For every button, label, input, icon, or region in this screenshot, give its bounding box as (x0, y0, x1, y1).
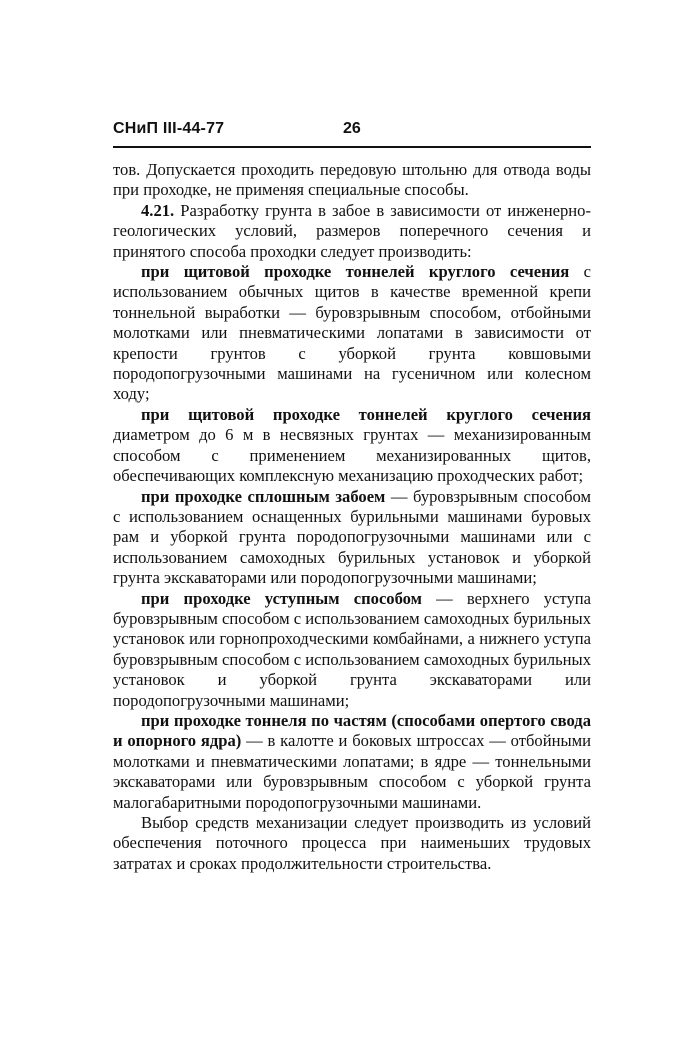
item-text: — буровзрывным способом с использованием оснащенных бурильными машинами буровых рам и уборкой грунта породопогрузочными машинами или с использованием самоходных бурильных установок и уборкой грунта экскаваторами или породопогрузочными машинами; (113, 486, 591, 588)
page-number: 26 (343, 120, 361, 137)
item-lead: при проходке тоннеля по частям (способами опертого свода и опорного ядра) (113, 710, 591, 751)
paragraph-text: Разработку грунта в забое в зависимости от инженерно-геологических условий, размеров поперечного сечения и принятого способа проходки следует производить: (113, 200, 592, 261)
list-item-shield-standard (113, 262, 591, 405)
page-header (113, 120, 591, 146)
paragraph-4-21 (113, 201, 591, 262)
item-text: — верхнего уступа буровзрывным способом с использованием самоходных бурильных установок или горнопроходческими комбайнами, а нижнего уступа буровзрывным способом с использованием самоходных бурильных установок и уборкой грунта экскаваторами или породопогрузочными машинами; (113, 588, 591, 710)
paragraph-text: Выбор средств механизации следует производить из условий обеспечения поточного процесса при наименьших трудовых затратах и сроках продолжительности строительства. (113, 813, 591, 873)
item-lead: при щитовой проходке тоннелей круглого сечения (141, 404, 591, 424)
item-lead: при проходке уступным способом (141, 588, 422, 608)
item-lead: при щитовой проходке тоннелей круглого сечения (141, 262, 570, 282)
body-text (113, 160, 591, 874)
header-rule (113, 146, 591, 148)
item-text: диаметром до 6 м в несвязных грунтах — механизированным способом с применением механизированных щитов, обеспечивающих комплексную механизацию проходческих работ; (113, 425, 591, 486)
clause-number: 4.21. (141, 200, 175, 220)
paragraph-continuation (113, 160, 591, 201)
paragraph-mechanization (113, 813, 591, 874)
item-text: с использованием обычных щитов в качестве временной крепи тоннельной выработки — буровзрывным способом, отбойными молотками или пневматическими лопатами в зависимости от крепости грунтов с уборкой грунта ковшовыми породопогрузочными машинами на гусеничном или колесном ходу; (113, 262, 591, 404)
list-item-partial (113, 711, 591, 813)
list-item-full-face (113, 487, 591, 589)
list-item-shield-mechanized (113, 405, 591, 487)
list-item-bench (113, 589, 591, 711)
item-text: — в калотте и боковых штроссах — отбойными молотками и пневматическими лопатами; в ядре — тоннельными экскаваторами или буровзрывным способом с уборкой грунта малогабаритными породопогрузочными машинами. (113, 731, 591, 812)
item-lead: при проходке сплошным забоем (141, 486, 386, 506)
document-code: СНиП III-44-77 (113, 120, 225, 137)
paragraph-text: тов. Допускается проходить передовую штольню для отвода воды при проходке, не применяя специальные способы. (113, 160, 591, 200)
